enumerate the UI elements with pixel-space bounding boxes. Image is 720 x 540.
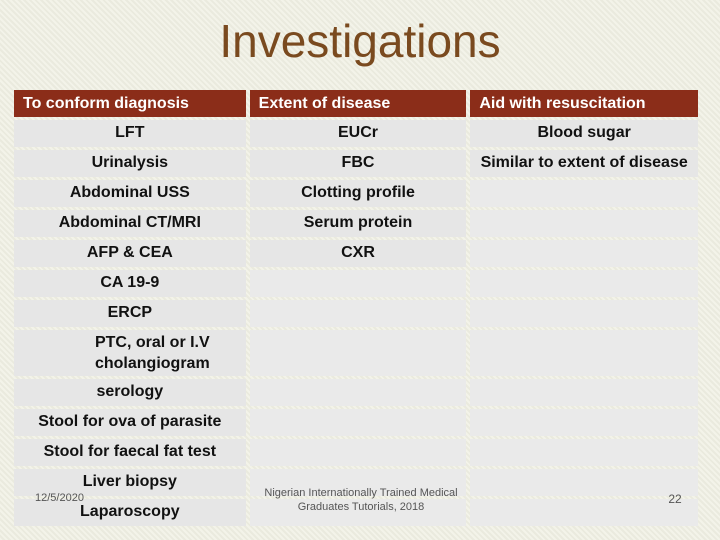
table-cell xyxy=(470,439,698,466)
table-header-row xyxy=(14,90,698,117)
table-cell xyxy=(470,180,698,207)
table-cell: FBC xyxy=(250,150,467,177)
table-cell: Laparoscopy xyxy=(14,499,246,526)
table-row xyxy=(14,240,698,267)
table-row xyxy=(14,330,698,376)
slide-title: Investigations xyxy=(219,15,501,67)
table-cell xyxy=(470,300,698,327)
table-cell xyxy=(250,270,467,297)
table-cell: ERCP xyxy=(14,300,246,327)
table-cell xyxy=(250,409,467,436)
table-cell xyxy=(470,210,698,237)
investigations-table xyxy=(10,87,702,529)
table-row xyxy=(14,270,698,297)
table-cell: Blood sugar xyxy=(470,120,698,147)
table-cell: serology xyxy=(14,379,246,406)
table-row xyxy=(14,300,698,327)
table-cell xyxy=(470,379,698,406)
table-cell: Serum protein xyxy=(250,210,467,237)
table-cell: Abdominal CT/MRI xyxy=(14,210,246,237)
header-confirm-diagnosis: To conform diagnosis xyxy=(14,90,246,117)
table-cell: Stool for faecal fat test xyxy=(14,439,246,466)
table-row xyxy=(14,180,698,207)
table-row xyxy=(14,150,698,177)
table-row xyxy=(14,439,698,466)
table-cell xyxy=(470,330,698,376)
table-cell: EUCr xyxy=(250,120,467,147)
table-cell: Similar to extent of disease xyxy=(470,150,698,177)
table-cell: Abdominal USS xyxy=(14,180,246,207)
footer-date: 12/5/2020 xyxy=(35,492,84,504)
table-row xyxy=(14,120,698,147)
table-cell: Urinalysis xyxy=(14,150,246,177)
header-extent-of-disease: Extent of disease xyxy=(250,90,467,117)
table-cell xyxy=(470,240,698,267)
table-cell: Stool for ova of parasite xyxy=(14,409,246,436)
table-cell xyxy=(250,379,467,406)
table-cell: Clotting profile xyxy=(250,180,467,207)
table-cell: AFP & CEA xyxy=(14,240,246,267)
page-number: 22 xyxy=(668,492,682,506)
table-cell: Liver biopsy xyxy=(14,469,246,496)
table-cell xyxy=(250,439,467,466)
table-cell: CA 19-9 xyxy=(14,270,246,297)
footer-credit: Nigerian Internationally Trained Medical Graduates Tutorials, 2018 xyxy=(264,487,458,513)
table-cell xyxy=(250,300,467,327)
table-row xyxy=(14,409,698,436)
table-cell xyxy=(250,330,467,376)
table-cell: CXR xyxy=(250,240,467,267)
table-cell: LFT xyxy=(14,120,246,147)
header-aid-resuscitation: Aid with resuscitation xyxy=(470,90,698,117)
table-cell xyxy=(470,270,698,297)
table-cell xyxy=(470,409,698,436)
table-row xyxy=(14,379,698,406)
table-cell: PTC, oral or I.V cholangiogram xyxy=(14,330,246,376)
table-row xyxy=(14,210,698,237)
